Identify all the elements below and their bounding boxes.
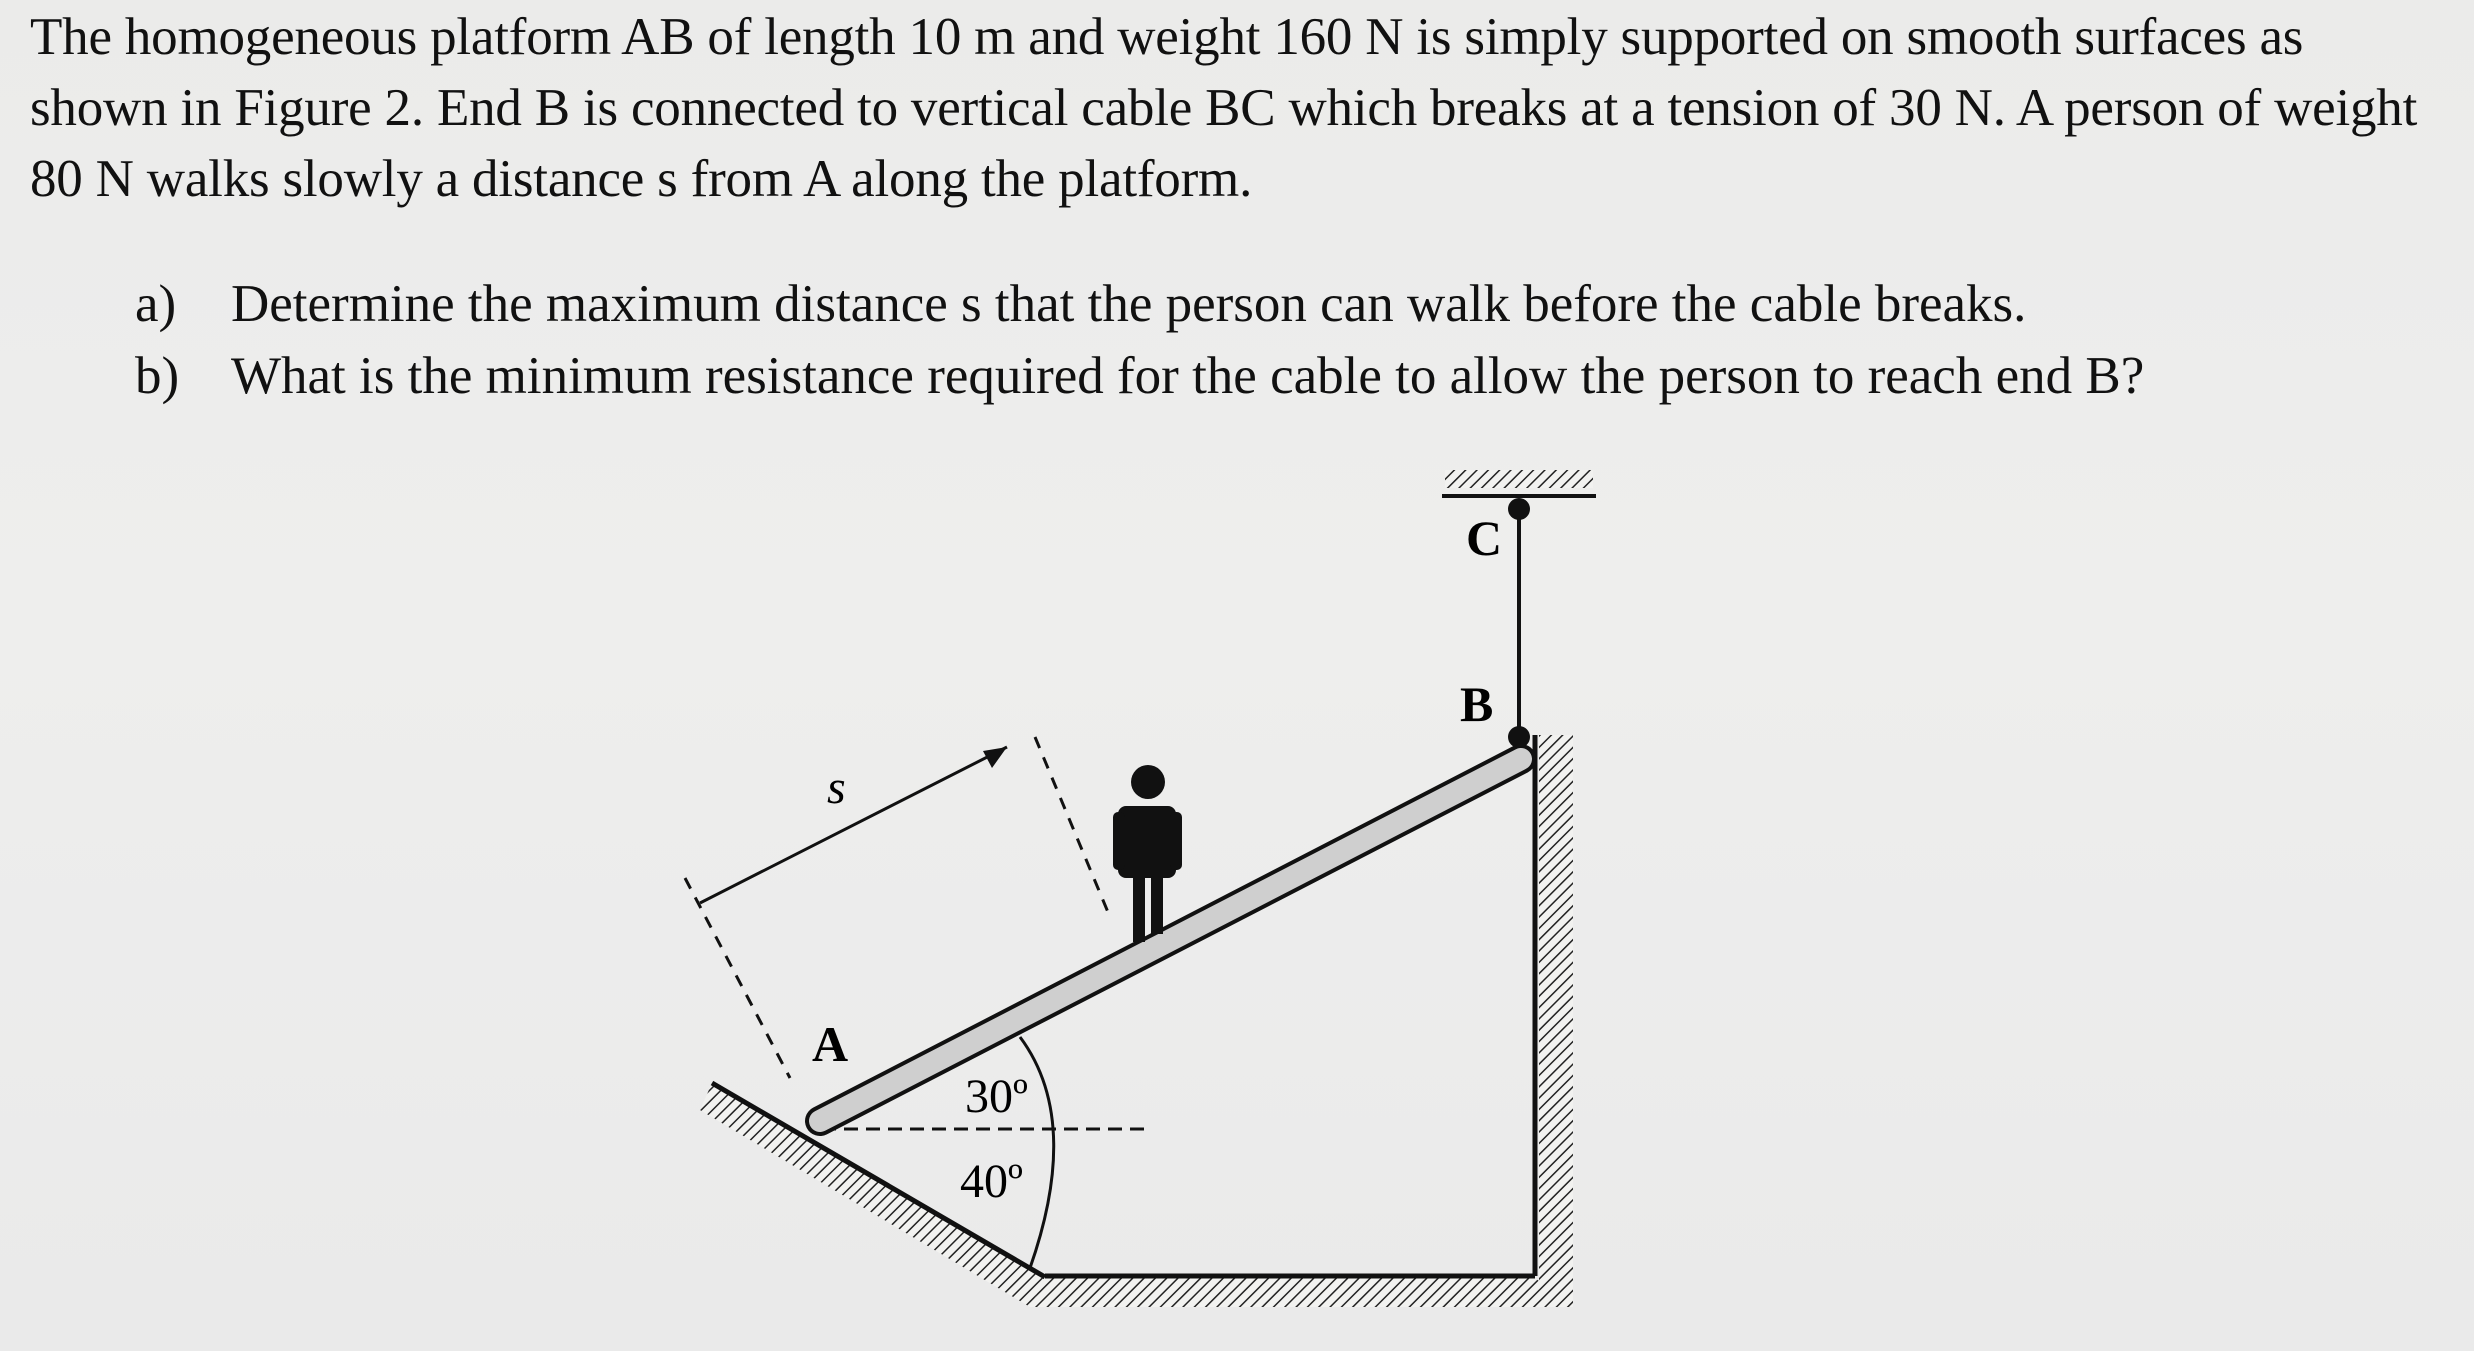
right-wall-hatch	[1539, 735, 1573, 1307]
label-b: B	[1460, 676, 1494, 732]
question-marker: b)	[135, 347, 180, 405]
label-c: C	[1466, 510, 1503, 566]
dimension-extension-a	[685, 878, 790, 1078]
angle-label-40: 40º	[960, 1155, 1023, 1208]
floor-hatch	[1030, 1278, 1573, 1307]
problem-text: The homogeneous platform AB of length 10 m and weight 160 N is simply supported on smooth surfaces as shown in Figure 2. End B is connected to vertical cable BC which breaks at a tension of 30 N. A person of weight 80 N walks slowly a distance s from A along the platform.	[30, 8, 2418, 208]
pin-b	[1508, 726, 1530, 748]
question-text: What is the minimum resistance required for the cable to allow the person to reach end B?	[231, 347, 2145, 405]
dimension-s-line	[700, 747, 1007, 903]
angle-label-30: 30º	[965, 1070, 1028, 1123]
dimension-arrowhead	[983, 747, 1007, 768]
ceiling-hatch	[1445, 470, 1593, 488]
dimension-extension-person	[1035, 737, 1110, 917]
pin-c	[1508, 498, 1530, 520]
question-text: Determine the maximum distance s that the person can walk before the cable breaks.	[231, 275, 2027, 333]
label-a: A	[812, 1016, 849, 1072]
person-icon	[1113, 765, 1182, 942]
label-s: s	[827, 761, 846, 814]
question-marker: a)	[135, 275, 177, 333]
